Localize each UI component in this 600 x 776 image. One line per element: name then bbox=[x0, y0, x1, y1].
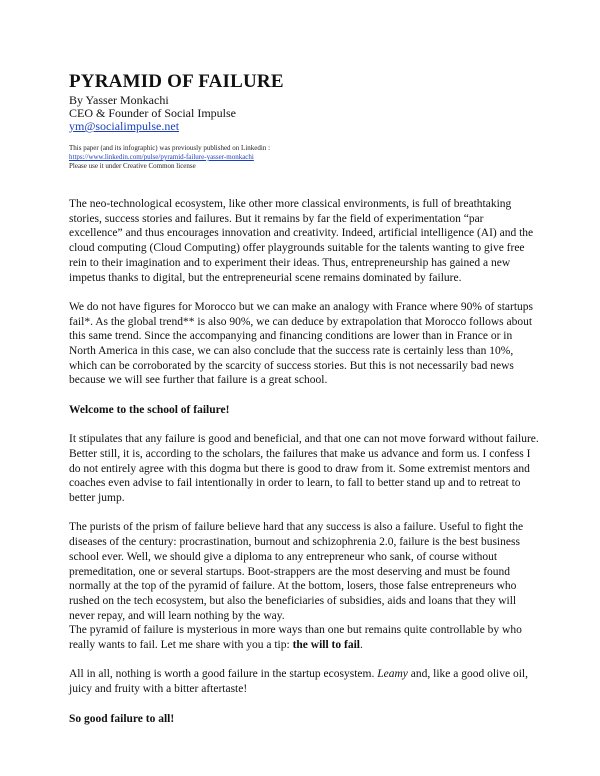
article-body bbox=[69, 197, 539, 741]
license-note: Please use it under Creative Common license bbox=[69, 162, 196, 170]
paragraph-school-of-failure: It stipulates that any failure is good and beneficial, and that one can not move forward without failure. Better still, it is, according to the scholars, the failures that make us advance and form us. I confess I do not entirely agree with this dogma but there is good to draw from it. Some extremist mentors and coaches even advise to fail intentionally in order to learn, to fall to better stand up and to retreat to better jump. bbox=[69, 433, 539, 505]
conclusion-text: All in all, nothing is worth a good failure in the startup ecosystem. bbox=[69, 668, 378, 681]
conclusion-end: and, like a good olive oil, juicy and fruity with a bitter aftertaste! bbox=[69, 668, 528, 696]
tip-text: The pyramid of failure is mysterious in more ways than one but remains quite controllable by who really wants to fail. Let me share with you a tip: bbox=[69, 624, 522, 652]
paragraph-statistics: We do not have figures for Morocco but we can make an analogy with France where 90% of startups fail*. As the global trend** is also 90%, we can deduce by extrapolation that Morocco follows about this same trend. Since the accompanying and financing conditions are lower than in France or in North America in this case, we can also conclude that the success rate is certainly less than 10%, which can be corroborated by the scarcity of success stories. But this is not necessarily bad news because we will see further that failure is a great school. bbox=[69, 300, 534, 387]
paragraph-pyramid-tip bbox=[69, 623, 539, 652]
document-title: PYRAMID OF FAILURE bbox=[69, 71, 284, 92]
paragraph-purists: The purists of the prism of failure believe hard that any success is also a failure. Useful to fight the diseases of the century: procrastination, burnout and schizophrenia 2.0, failure is the best business school ever. Well, we should give a diploma to any entrepreneur who sank, of course without premeditation, one or several startups. Boot-strappers are the most deserving and must be found normally at the top of the pyramid of failure. At the bottom, losers, those false entrepreneurs who rushed on the tech ecosystem, but also the beneficiaries of subsidies, aids and loans that they will never repay, and will learn nothing by the way. bbox=[69, 521, 524, 622]
author-byline: By Yasser Monkachi bbox=[69, 93, 169, 107]
section-heading: Welcome to the school of failure! bbox=[69, 403, 230, 416]
tip-emphasis: the will to fail bbox=[292, 639, 360, 652]
linkedin-link[interactable]: https://www.linkedin.com/pulse/pyramid-failure-yasser-monkachi bbox=[69, 153, 254, 161]
tip-end: . bbox=[359, 639, 363, 652]
paragraph-intro: The neo-technological ecosystem, like other more classical environments, is full of breathtaking stories, success stories and failures. But it remains by far the field of experimentation “par excellence” and thus encourages innovation and creativity. Indeed, artificial intelligence (AI) and the cloud computing (Cloud Computing) offer playgrounds suitable for the talents wanting to give free rein to their imagination and to experiment their ideas. Thus, entrepreneurship has gained a new impetus thanks to digital, but the entrepreneurial scene remains dominated by failure. bbox=[69, 198, 534, 284]
author-role: CEO & Founder of Social Impulse bbox=[69, 106, 236, 120]
conclusion-italic: Leamy bbox=[377, 668, 408, 681]
publication-note bbox=[69, 144, 270, 171]
author-email-link[interactable]: ym@socialimpulse.net bbox=[69, 119, 180, 133]
closing-line: So good failure to all! bbox=[69, 712, 175, 725]
paragraph-conclusion bbox=[69, 667, 539, 696]
publication-note-text: This paper (and its infographic) was previously published on Linkedin : bbox=[69, 144, 271, 152]
author-block bbox=[69, 94, 236, 133]
